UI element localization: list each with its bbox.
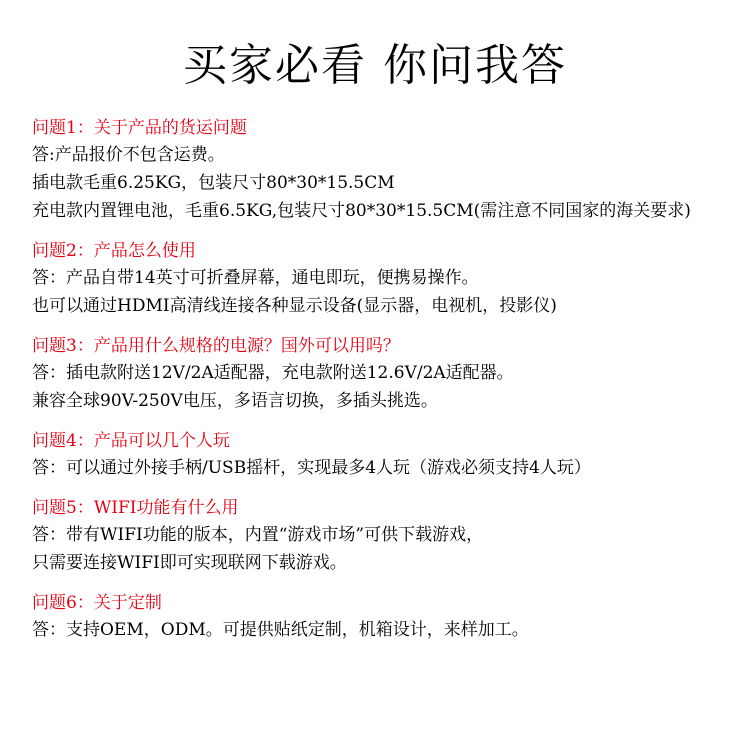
faq-answer-line: 答：支持OEM，ODM。可提供贴纸定制，机箱设计，来样加工。 <box>32 620 529 640</box>
faq-section-3 <box>32 334 742 415</box>
faq-question: 问题6：关于定制 <box>32 593 162 613</box>
faq-list <box>32 116 742 658</box>
page-title: 买家必看 你问我答 <box>183 40 567 91</box>
faq-section-5 <box>32 496 742 577</box>
faq-answer-line: 答：产品自带14英寸可折叠屏幕，通电即玩，便携易操作。 <box>32 268 479 288</box>
faq-answer-line: 插电款毛重6.25KG，包装尺寸80*30*15.5CM <box>32 173 395 193</box>
faq-section-6 <box>32 591 742 644</box>
faq-question: 问题3：产品用什么规格的电源？国外可以用吗？ <box>32 336 400 356</box>
faq-answer-line: 答：插电款附送12V/2A适配器，充电款附送12.6V/2A适配器。 <box>32 363 514 383</box>
faq-answer-line: 答:产品报价不包含运费。 <box>32 145 225 165</box>
faq-answer-line: 答：带有WIFI功能的版本，内置“游戏市场”可供下载游戏， <box>32 525 484 545</box>
faq-answer-line: 兼容全球90V-250V电压，多语言切换，多插头挑选。 <box>32 391 438 411</box>
faq-answer-line: 答：可以通过外接手柄/USB摇杆，实现最多4人玩（游戏必须支持4人玩） <box>32 458 591 478</box>
faq-section-1 <box>32 116 742 225</box>
faq-question: 问题1：关于产品的货运问题 <box>32 118 247 138</box>
faq-question: 问题5：WIFI功能有什么用 <box>32 498 239 518</box>
faq-question: 问题2：产品怎么使用 <box>32 241 196 261</box>
faq-section-2 <box>32 239 742 320</box>
faq-answer-line: 只需要连接WIFI即可实现联网下载游戏。 <box>32 553 347 573</box>
faq-question: 问题4：产品可以几个人玩 <box>32 431 230 451</box>
faq-answer-line: 充电款内置锂电池，毛重6.5KG,包装尺寸80*30*15.5CM(需注意不同国家的海关要求) <box>32 201 691 221</box>
faq-section-4 <box>32 429 742 482</box>
faq-answer-line: 也可以通过HDMI高清线连接各种显示设备(显示器，电视机，投影仪) <box>32 296 557 316</box>
